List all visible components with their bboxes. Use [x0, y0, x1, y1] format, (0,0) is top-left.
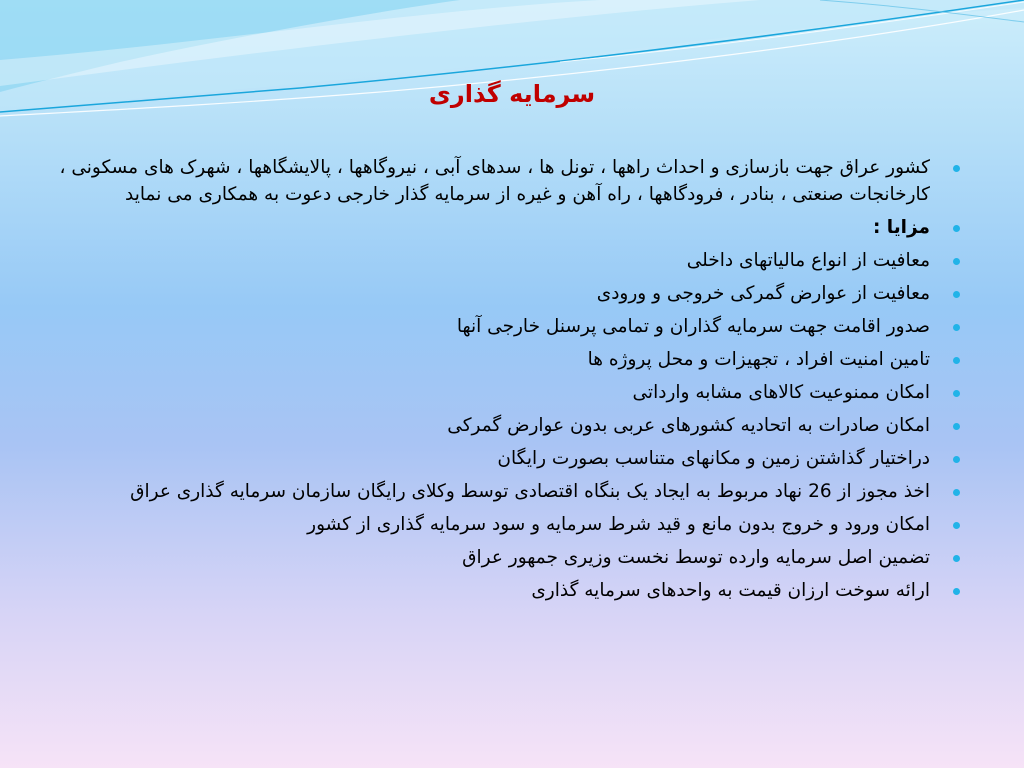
bullet-text: اخذ مجوز از 26 نهاد مربوط به ایجاد یک بنگاه اقتصادی توسط وکلای رایگان سازمان سرمایه گذاری عراق	[130, 481, 930, 502]
bullet-dot-icon	[953, 357, 960, 364]
bullet-item	[50, 478, 970, 505]
bullet-dot-icon	[953, 456, 960, 463]
bullet-text: معافیت از انواع مالیاتهای داخلی	[686, 250, 930, 271]
bullet-item-advantages-heading	[50, 214, 970, 241]
bullet-item	[50, 511, 970, 538]
bullet-dot-icon	[953, 555, 960, 562]
bullet-dot-icon	[953, 225, 960, 232]
bullet-text: ارائه سوخت ارزان قیمت به واحدهای سرمایه گذاری	[531, 580, 930, 601]
bullet-item	[50, 313, 970, 340]
bullet-dot-icon	[953, 165, 960, 172]
bullet-text: معافیت از عوارض گمرکی خروجی و ورودی	[596, 283, 930, 304]
bullet-text: دراختیار گذاشتن زمین و مکانهای متناسب بصورت رایگان	[497, 448, 930, 469]
bullet-dot-icon	[953, 489, 960, 496]
bullet-text: تضمین اصل سرمایه وارده توسط نخست وزیری جمهور عراق	[462, 547, 930, 568]
bullet-dot-icon	[953, 324, 960, 331]
bullet-dot-icon	[953, 522, 960, 529]
bullet-item	[50, 379, 970, 406]
bullet-item	[50, 412, 970, 439]
header-wave-decoration	[0, 0, 1024, 130]
bullet-item	[50, 154, 970, 208]
bullet-text: تامین امنیت افراد ، تجهیزات و محل پروژه ها	[587, 349, 930, 370]
bullet-dot-icon	[953, 423, 960, 430]
slide-title: سرمایه گذاری	[428, 80, 596, 108]
bullet-item	[50, 247, 970, 274]
bullet-text: مزایا :	[872, 217, 930, 238]
bullet-text: امکان ممنوعیت کالاهای مشابه وارداتی	[632, 382, 930, 403]
bullet-dot-icon	[953, 588, 960, 595]
bullet-list	[50, 154, 970, 610]
bullet-dot-icon	[953, 390, 960, 397]
bullet-text: امکان صادرات به اتحادیه کشورهای عربی بدون عوارض گمرکی	[447, 415, 930, 436]
bullet-dot-icon	[953, 291, 960, 298]
bullet-item	[50, 346, 970, 373]
bullet-dot-icon	[953, 258, 960, 265]
bullet-text: کشور عراق جهت بازسازی و احداث راهها ، تونل ها ، سدهای آبی ، نیروگاهها ، پالایشگاهها ، شهرک های مسکونی ، کارخانجات صنعتی ، بنادر ، فرودگاهها ، راه آهن و غیره از سرمایه گذار خارجی دعوت به همکاری می نماید	[59, 157, 930, 205]
bullet-text: امکان ورود و خروج بدون مانع و قید شرط سرمایه و سود سرمایه گذاری از کشور	[307, 514, 930, 535]
bullet-text: صدور اقامت جهت سرمایه گذاران و تمامی پرسنل خارجی آنها	[456, 316, 930, 337]
bullet-item	[50, 544, 970, 571]
bullet-item	[50, 577, 970, 604]
bullet-item	[50, 445, 970, 472]
bullet-item	[50, 280, 970, 307]
